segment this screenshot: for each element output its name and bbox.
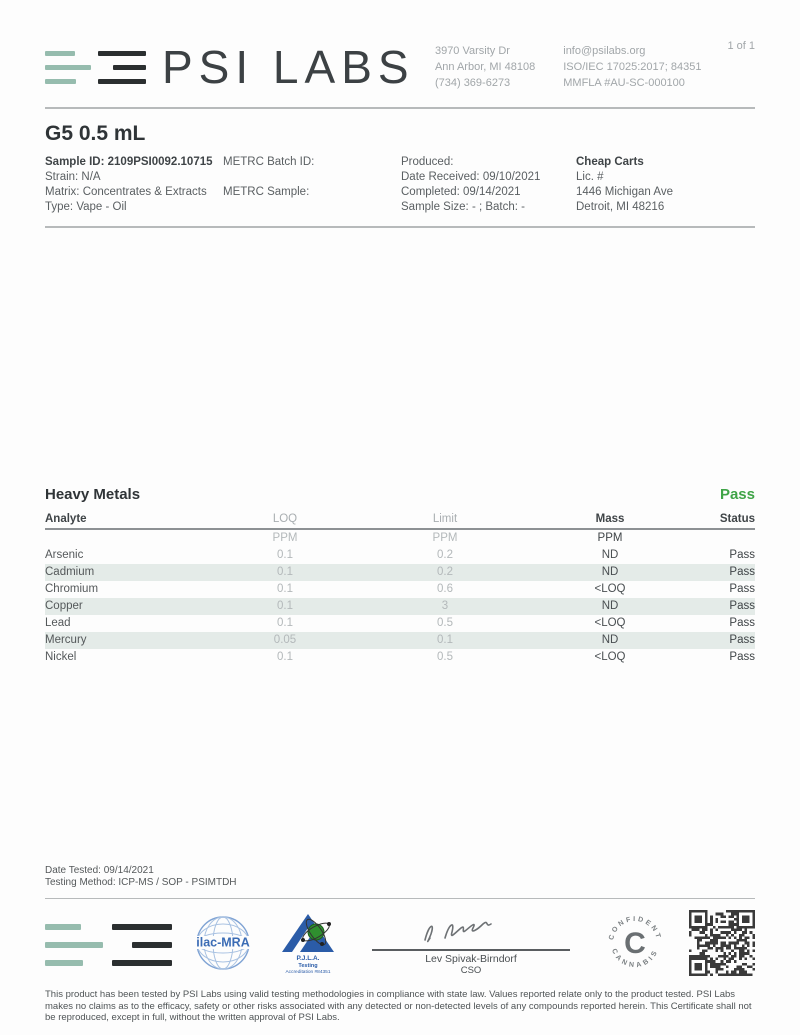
signature-icon xyxy=(411,914,531,948)
psi-labs-bars-icon xyxy=(45,924,172,966)
testing-method: Testing Method: ICP-MS / SOP - PSIMTDH xyxy=(45,877,237,888)
page-number: 1 of 1 xyxy=(727,40,755,52)
signer-name: Lev Spivak-Birndorf xyxy=(425,953,517,965)
metrc-info: METRC Batch ID: METRC Sample: xyxy=(223,156,315,198)
table-row: Arsenic 0.1 0.2 ND Pass xyxy=(45,549,755,561)
heavy-metals-table xyxy=(45,513,755,666)
client-info: Cheap Carts Lic. # 1446 Michigan Ave Detroit, MI 48216 xyxy=(576,156,673,213)
header-divider xyxy=(45,107,755,109)
svg-text:Testing: Testing xyxy=(298,962,318,969)
signature-block xyxy=(372,914,570,976)
table-row: Lead 0.1 0.5 <LOQ Pass xyxy=(45,617,755,629)
table-row: Mercury 0.05 0.1 ND Pass xyxy=(45,632,755,649)
table-row: Nickel 0.1 0.5 <LOQ Pass xyxy=(45,651,755,663)
svg-text:ilac-MRA: ilac-MRA xyxy=(196,935,250,949)
sample-dates: Produced: Date Received: 09/10/2021 Completed: 09/14/2021 Sample Size: - ; Batch: - xyxy=(401,156,541,213)
date-tested: Date Tested: 09/14/2021 xyxy=(45,865,154,876)
lab-address: 3970 Varsity Dr Ann Arbor, MI 48108 (734) 369-6273 xyxy=(434,45,536,89)
test-meta xyxy=(45,865,755,889)
qr-code xyxy=(689,910,755,981)
heavy-metals-section xyxy=(45,486,755,666)
header xyxy=(45,40,755,94)
svg-text:CANNABIS: CANNABIS xyxy=(609,947,661,969)
signer-title: CSO xyxy=(460,965,482,976)
disclaimer-text: This product has been tested by PSI Labs using valid testing methodologies in compliance with state law. Values reported relate only to the product tested. PSI Labs makes no claims as to the efficacy, safety or other risks associated with any detected or non-detected levels of any compounds reported herein. This Certificate shall not be reproduced, except in full, without the written approval of PSI Labs. xyxy=(45,989,752,1023)
table-header-row: Analyte LOQ Limit Mass Status xyxy=(45,513,755,530)
footer-logos xyxy=(45,909,755,981)
section-title: Heavy Metals xyxy=(45,486,141,503)
sample-title: G5 0.5 mL xyxy=(45,122,146,145)
confident-cannabis-icon xyxy=(603,911,667,980)
sample-identity: Sample ID: 2109PSI0092.10715 Strain: N/A Matrix: Concentrates & Extracts Type: Vape - Oil xyxy=(45,156,213,213)
header-contact xyxy=(435,43,702,91)
svg-text:P.J.L.A.: P.J.L.A. xyxy=(296,954,320,962)
table-row: Chromium 0.1 0.6 <LOQ Pass xyxy=(45,583,755,595)
sample-divider xyxy=(45,226,755,228)
table-row: Copper 0.1 3 ND Pass xyxy=(45,598,755,615)
svg-text:CONFIDENT: CONFIDENT xyxy=(608,915,662,941)
pjla-accreditation-icon xyxy=(272,910,344,981)
psi-labs-bars-icon xyxy=(45,51,146,84)
overall-status-badge: Pass xyxy=(719,486,755,503)
table-units-row: PPM PPM PPM xyxy=(272,532,623,544)
brand-wordmark: PSI LABS xyxy=(162,41,415,93)
lab-accreditation: info@psilabs.org ISO/IEC 17025:2017; 84351 MMFLA #AU-SC-000100 xyxy=(563,45,702,89)
ilac-mra-icon xyxy=(194,914,252,977)
footer-divider xyxy=(45,898,755,899)
svg-text:C: C xyxy=(624,926,646,960)
svg-text:Accreditation #84351: Accreditation #84351 xyxy=(285,969,331,975)
table-row: Cadmium 0.1 0.2 ND Pass xyxy=(45,564,755,581)
sample-info xyxy=(45,155,755,215)
